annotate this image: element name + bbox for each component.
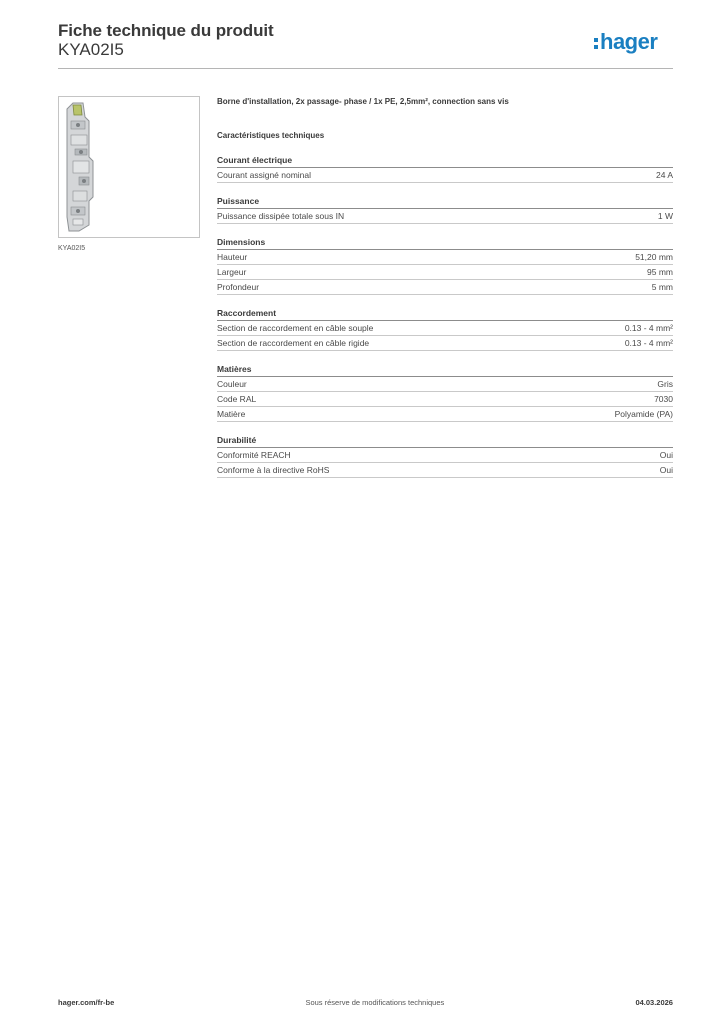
spec-value: 95 mm <box>647 267 673 277</box>
spec-group <box>217 435 673 478</box>
spec-label: Matière <box>217 409 246 419</box>
logo-dot-bottom <box>594 45 598 49</box>
spec-row <box>217 407 673 422</box>
spec-group <box>217 196 673 224</box>
spec-value: 0.13 - 4 mm² <box>624 323 673 333</box>
spec-group <box>217 237 673 295</box>
spec-value: Polyamide (PA) <box>614 409 673 419</box>
product-image <box>58 96 200 238</box>
spec-label: Courant assigné nominal <box>217 170 312 180</box>
spec-label: Code RAL <box>217 394 257 404</box>
logo-dot-top <box>594 38 598 42</box>
spec-value: 7030 <box>654 394 673 404</box>
spec-group-title: Courant électrique <box>217 155 673 168</box>
spec-label: Section de raccordement en câble rigide <box>217 338 370 348</box>
footer-notice: Sous réserve de modifications techniques <box>305 998 445 1007</box>
hager-logo <box>593 26 673 56</box>
header-divider <box>58 68 673 69</box>
spec-value: Gris <box>657 379 673 389</box>
product-reference: KYA02I5 <box>58 40 124 59</box>
spec-value: Oui <box>659 450 673 460</box>
spec-group-title: Dimensions <box>217 237 673 250</box>
spec-group-title: Durabilité <box>217 435 673 448</box>
footer-date: 04.03.2026 <box>635 998 673 1007</box>
spec-row <box>217 280 673 295</box>
spec-row <box>217 392 673 407</box>
spec-row <box>217 463 673 478</box>
spec-row <box>217 377 673 392</box>
spec-value: 24 A <box>655 170 673 180</box>
spec-value: 51,20 mm <box>635 252 673 262</box>
spec-sheet <box>217 96 673 478</box>
spec-value: 0.13 - 4 mm² <box>624 338 673 348</box>
spec-row <box>217 448 673 463</box>
spec-group <box>217 364 673 422</box>
spec-groups <box>217 155 673 478</box>
terminal-block-illustration <box>59 97 199 237</box>
spec-value: Oui <box>659 465 673 475</box>
spec-row <box>217 321 673 336</box>
spec-row <box>217 250 673 265</box>
spec-group-title: Puissance <box>217 196 673 209</box>
page-footer <box>58 998 673 1007</box>
spec-label: Largeur <box>217 267 247 277</box>
footer-website: hager.com/fr-be <box>58 998 115 1007</box>
spec-label: Conforme à la directive RoHS <box>217 465 330 475</box>
spec-row <box>217 168 673 183</box>
spec-label: Couleur <box>217 379 247 389</box>
spec-row <box>217 209 673 224</box>
spec-label: Hauteur <box>217 252 248 262</box>
spec-label: Puissance dissipée totale sous IN <box>217 211 345 221</box>
logo-wordmark: hager <box>600 29 658 54</box>
spec-label: Section de raccordement en câble souple <box>217 323 374 333</box>
spec-group-title: Raccordement <box>217 308 673 321</box>
product-description: Borne d'installation, 2x passage- phase / 1x PE, 2,5mm², connection sans vis <box>217 97 509 106</box>
spec-group <box>217 308 673 351</box>
spec-row <box>217 336 673 351</box>
spec-group-title: Matières <box>217 364 673 377</box>
spec-label: Profondeur <box>217 282 260 292</box>
spec-group <box>217 155 673 183</box>
specs-heading: Caractéristiques techniques <box>217 131 325 140</box>
page-title: Fiche technique du produit <box>58 21 274 40</box>
spec-value: 5 mm <box>651 282 673 292</box>
spec-value: 1 W <box>657 211 673 221</box>
spec-row <box>217 265 673 280</box>
image-caption: KYA02I5 <box>58 245 86 252</box>
spec-label: Conformité REACH <box>217 450 291 460</box>
